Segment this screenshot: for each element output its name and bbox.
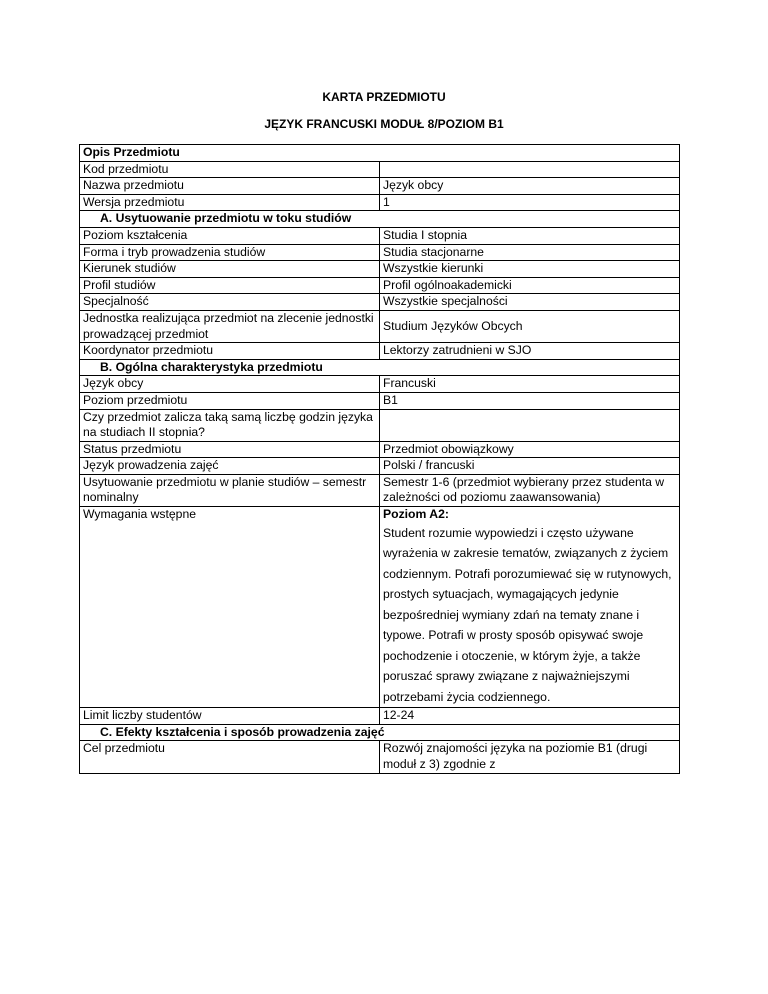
row-label: Status przedmiotu	[80, 441, 380, 458]
row-label: Wersja przedmiotu	[80, 194, 380, 211]
row-label: Jednostka realizująca przedmiot na zlecenie jednostki prowadzącej przedmiot	[80, 310, 380, 342]
requirements-cell	[380, 507, 680, 708]
row-label: Usytuowanie przedmiotu w planie studiów – semestr nominalny	[80, 474, 380, 506]
row-value: Profil ogólnoakademicki	[380, 277, 680, 294]
row-value: Polski / francuski	[380, 458, 680, 475]
table-row	[80, 277, 680, 294]
table-row	[80, 392, 680, 409]
document-title: KARTA PRZEDMIOTU	[322, 90, 446, 104]
table-header: Opis Przedmiotu	[80, 145, 680, 162]
row-value: Semestr 1-6 (przedmiot wybierany przez studenta w zależności od poziomu zaawansowania)	[380, 474, 680, 506]
row-label: Cel przedmiotu	[80, 741, 380, 773]
course-card-table	[79, 144, 680, 774]
row-value: Studium Języków Obcych	[380, 310, 680, 342]
table-row	[80, 441, 680, 458]
row-value: Lektorzy zatrudnieni w SJO	[380, 343, 680, 360]
row-value: 12-24	[380, 708, 680, 725]
row-label: Specjalność	[80, 294, 380, 311]
row-value: Wszystkie kierunki	[380, 261, 680, 278]
table-row	[80, 458, 680, 475]
section-heading-b: B. Ogólna charakterystyka przedmiotu	[80, 359, 680, 376]
table-row	[80, 178, 680, 195]
section-c-row	[80, 724, 680, 741]
table-row	[80, 261, 680, 278]
row-label: Poziom kształcenia	[80, 227, 380, 244]
row-label: Język prowadzenia zajęć	[80, 458, 380, 475]
row-label: Limit liczby studentów	[80, 708, 380, 725]
table-row	[80, 310, 680, 342]
row-label: Czy przedmiot zalicza taką samą liczbę godzin języka na studiach II stopnia?	[80, 409, 380, 441]
section-b-row	[80, 359, 680, 376]
row-value	[380, 409, 680, 441]
table-row	[80, 409, 680, 441]
row-value: Rozwój znajomości języka na poziomie B1 (drugi moduł z 3) zgodnie z	[380, 741, 680, 773]
table-row	[80, 161, 680, 178]
table-header-row	[80, 145, 680, 162]
table-row	[80, 343, 680, 360]
row-label: Koordynator przedmiotu	[80, 343, 380, 360]
row-value: Studia stacjonarne	[380, 244, 680, 261]
document-subtitle: JĘZYK FRANCUSKI MODUŁ 8/POZIOM B1	[264, 117, 504, 131]
row-value: 1	[380, 194, 680, 211]
row-value	[380, 161, 680, 178]
table-row	[80, 244, 680, 261]
table-row	[80, 376, 680, 393]
section-heading-c: C. Efekty kształcenia i sposób prowadzenia zajęć	[80, 724, 680, 741]
requirements-row	[80, 507, 680, 708]
table-row	[80, 294, 680, 311]
row-label: Profil studiów	[80, 277, 380, 294]
row-value: Przedmiot obowiązkowy	[380, 441, 680, 458]
row-value: Język obcy	[380, 178, 680, 195]
section-a-row	[80, 211, 680, 228]
section-heading-a: A. Usytuowanie przedmiotu w toku studiów	[80, 211, 680, 228]
row-label: Nazwa przedmiotu	[80, 178, 380, 195]
table-row	[80, 194, 680, 211]
requirements-text: Student rozumie wypowiedzi i często używane wyrażenia w zakresie tematów, związanych z życiem codziennym. Potrafi porozumiewać się w rutynowych, prostych sytuacjach, wymagających jedynie bezpośredniej wymiany zdań na tematy znane i typowe. Potrafi w prosty sposób opisywać swoje pochodzenie i otoczenie, w którym żyje, a także poruszać sprawy związane z najważniejszymi potrzebami życia codziennego.	[383, 525, 672, 704]
row-value: Francuski	[380, 376, 680, 393]
table-row	[80, 474, 680, 506]
row-label: Poziom przedmiotu	[80, 392, 380, 409]
row-label: Kod przedmiotu	[80, 161, 380, 178]
row-value: B1	[380, 392, 680, 409]
row-value: Studia I stopnia	[380, 227, 680, 244]
table-row	[80, 741, 680, 773]
requirements-heading: Poziom A2:	[383, 507, 449, 522]
row-value: Wszystkie specjalności	[380, 294, 680, 311]
table-row	[80, 708, 680, 725]
row-label: Forma i tryb prowadzenia studiów	[80, 244, 380, 261]
row-label: Kierunek studiów	[80, 261, 380, 278]
requirements-label: Wymagania wstępne	[80, 507, 380, 708]
table-row	[80, 227, 680, 244]
row-label: Język obcy	[80, 376, 380, 393]
